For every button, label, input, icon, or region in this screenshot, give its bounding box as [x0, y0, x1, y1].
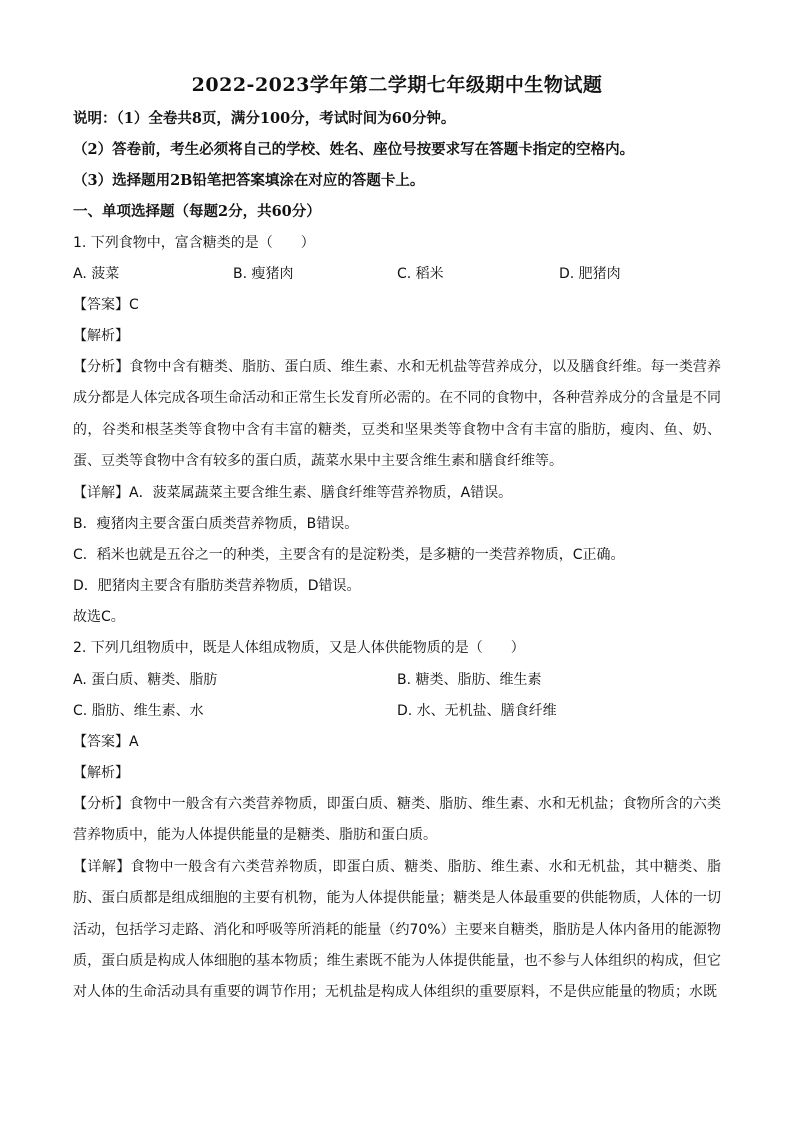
q1-detail-b: B．瘦猪肉主要含蛋白质类营养物质，B错误。 [73, 516, 359, 532]
q2-answer: 【答案】A [73, 734, 139, 750]
q1-option-d: D. 肥猪肉 [559, 266, 621, 282]
q2-detail-paragraph: 【详解】食物中一般含有六类营养物质，即蛋白质、糖类、脂肪、维生素、水和无机盐，其中糖类、脂肪、蛋白质都是组成细胞的主要有机物，能为人体提供能量；糖类是人体最重要的供能物质，人体的一切活动，包括学习走路、消化和呼吸等所消耗的能量（约70%）主要来自糖类，脂肪是人体内备用的能源物质，蛋白质是构成人体细胞的基本物质；维生素既不能为人体提供能量，也不参与人体组织的构成，但它对人体的生命活动具有重要的调节作用；无机盐是构成人体组织的重要原料，不是供应能量的物质；水既 [73, 859, 721, 1001]
q2-option-b: B. 糖类、脂肪、维生素 [397, 672, 542, 688]
q2-option-d: D. 水、无机盐、膳食纤维 [397, 703, 557, 719]
instruction-2: （2）答卷前，考生必须将自己的学校、姓名、座位号按要求写在答题卡指定的空格内。 [73, 141, 635, 158]
q2-option-a: A. 蛋白质、糖类、脂肪 [73, 672, 218, 688]
section-heading: 一、单项选择题（每题2分，共60分） [73, 203, 321, 220]
q1-detail-d: D．肥猪肉主要含有脂肪类营养物质，D错误。 [73, 578, 361, 594]
q1-option-c: C. 稻米 [397, 266, 444, 282]
instruction-1: 说明：（1）全卷共8页，满分100分，考试时间为60分钟。 [73, 110, 456, 127]
q2-stem: 2. 下列几组物质中，既是人体组成物质，又是人体供能物质的是（ ） [73, 640, 525, 656]
q1-detail-a: 【详解】A．菠菜属蔬菜主要含维生素、膳食纤维等营养物质，A错误。 [73, 485, 513, 501]
q1-stem: 1. 下列食物中，富含糖类的是（ ） [73, 235, 315, 251]
q2-option-c: C. 脂肪、维生素、水 [73, 703, 204, 719]
q1-answer: 【答案】C [73, 297, 139, 313]
q1-analysis-paragraph: 【分析】食物中含有糖类、脂肪、蛋白质、维生素、水和无机盐等营养成分，以及膳食纤维。每一类营养成分都是人体完成各项生命活动和正常生长发育所必需的。在不同的食物中，各种营养成分的含量是不同的，谷类和根茎类等食物中含有丰富的糖类，豆类和坚果类等食物中含有丰富的脂肪，瘦肉、鱼、奶、蛋、豆类等食物中含有较多的蛋白质，蔬菜水果中主要含维生素和膳食纤维等。 [73, 359, 721, 469]
q1-option-a: A. 菠菜 [73, 266, 120, 282]
q2-analysis-label: 【解析】 [73, 765, 129, 781]
q1-analysis-label: 【解析】 [73, 328, 129, 344]
q1-option-b: B. 瘦猪肉 [233, 266, 294, 282]
instruction-3: （3）选择题用2B铅笔把答案填涂在对应的答题卡上。 [73, 172, 425, 189]
q2-analysis-paragraph: 【分析】食物中一般含有六类营养物质，即蛋白质、糖类、脂肪、维生素、水和无机盐；食物所含的六类营养物质中，能为人体提供能量的是糖类、脂肪和蛋白质。 [73, 796, 721, 844]
page-title: 2022-2023学年第二学期七年级期中生物试题 [191, 74, 603, 96]
q1-conclusion: 故选C。 [73, 609, 125, 625]
q1-detail-c: C．稻米也就是五谷之一的种类，主要含有的是淀粉类，是多糖的一类营养物质，C正确。 [73, 547, 625, 563]
